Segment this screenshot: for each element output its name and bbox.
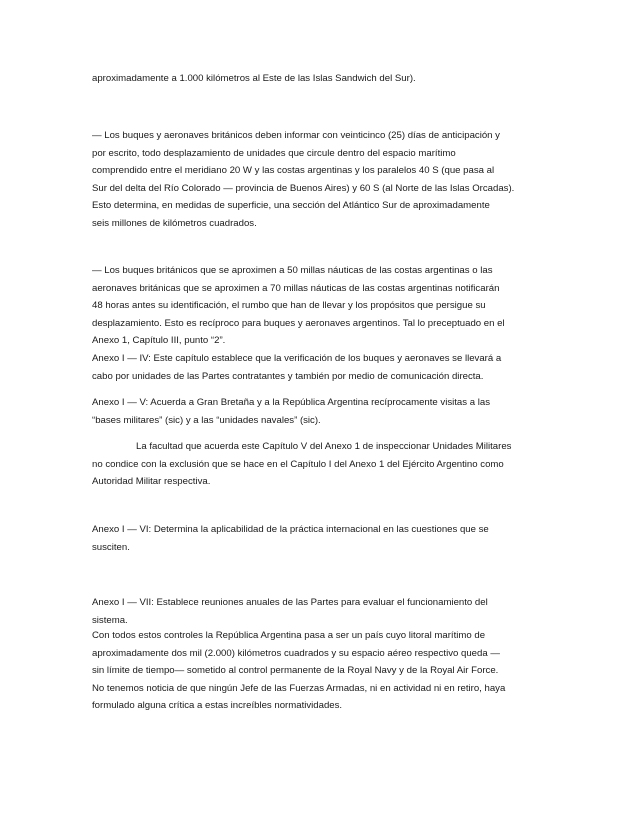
text-line: Esto determina, en medidas de superficie, una sección del Atlántico Sur de aproximadamente <box>92 200 490 212</box>
text-line: aproximadamente dos mil (2.000) kilómetros cuadrados y su espacio aéreo respectivo queda — <box>92 647 500 659</box>
text-line: desplazamiento. Esto es recíproco para buques y aeronaves argentinos. Tal lo preceptuado en el <box>92 317 505 329</box>
text-line: Sur del delta del Río Colorado — provincia de Buenos Aires) y 60 S (al Norte de las Islas Orcadas). <box>92 182 515 194</box>
text-line: aeronaves británicas que se aproximen a 70 millas náuticas de las costas argentinas notificarán <box>92 282 500 294</box>
text-line: 48 horas antes su identificación, el rumbo que han de llevar y los propósitos que persigue su <box>92 300 486 312</box>
text-line: Anexo I — V: Acuerda a Gran Bretaña y a la República Argentina recíprocamente visitas a las <box>92 397 490 408</box>
text-line: No tenemos noticia de que ningún Jefe de las Fuerzas Armadas, ni en actividad ni en retiro, haya <box>92 682 506 694</box>
text-line: comprendido entre el meridiano 20 W y las costas argentinas y los paralelos 40 S (que pasa al <box>92 165 495 177</box>
paragraph-islas-sandwich <box>92 70 548 88</box>
text-line: sistema. <box>92 614 128 626</box>
paragraph-anexo-vii <box>92 594 548 629</box>
text-line: — Los buques británicos que se aproximen a 50 millas náuticas de las costas argentinas o las <box>92 265 493 276</box>
text-line: no condice con la exclusión que se hace en el Capítulo I del Anexo 1 del Ejército Argentino como <box>92 458 504 470</box>
paragraph-aviso-25-dias <box>92 127 548 233</box>
paragraph-millas-nauticas <box>92 262 548 350</box>
text-line: cabo por unidades de las Partes contratantes y también por medio de comunicación directa. <box>92 370 484 382</box>
text-line: aproximadamente a 1.000 kilómetros al Este de las Islas Sandwich del Sur). <box>92 73 416 84</box>
text-line: Con todos estos controles la República Argentina pasa a ser un país cuyo litoral marítimo de <box>92 630 486 641</box>
text-line: Anexo 1, Capítulo III, punto “2”. <box>92 335 226 347</box>
paragraph-conclusion <box>92 627 548 715</box>
paragraph-anexo-v <box>92 394 548 429</box>
paragraph-anexo-iv <box>92 350 548 385</box>
paragraph-anexo-vi <box>92 521 548 556</box>
text-line: Anexo I — IV: Este capítulo establece que la verificación de los buques y aeronaves se llevará a <box>92 353 502 364</box>
text-line: formulado alguna crítica a estas increíbles normatividades. <box>92 700 343 712</box>
text-line: por escrito, todo desplazamiento de unidades que circule dentro del espacio marítimo <box>92 147 456 159</box>
text-line: Autoridad Militar respectiva. <box>92 476 211 488</box>
text-line: — Los buques y aeronaves británicos deben informar con veinticinco (25) días de anticipación y <box>92 130 500 141</box>
text-line: sin límite de tiempo— sometido al control permanente de la Royal Navy y de la Royal Air Force. <box>92 665 499 677</box>
text-line: Anexo I — VII: Establece reuniones anuales de las Partes para evaluar el funcionamiento del <box>92 597 488 608</box>
text-line: Anexo I — VI: Determina la aplicabilidad de la práctica internacional en las cuestiones que se <box>92 524 489 535</box>
text-line: La facultad que acuerda este Capítulo V del Anexo 1 de inspeccionar Unidades Militares <box>136 441 512 452</box>
paragraph-facultad-capitulo-v <box>92 438 548 491</box>
text-line: “bases militares” (sic) y a las “unidades navales” (sic). <box>92 414 321 426</box>
text-line: susciten. <box>92 541 130 553</box>
text-line: seis millones de kilómetros cuadrados. <box>92 217 257 229</box>
